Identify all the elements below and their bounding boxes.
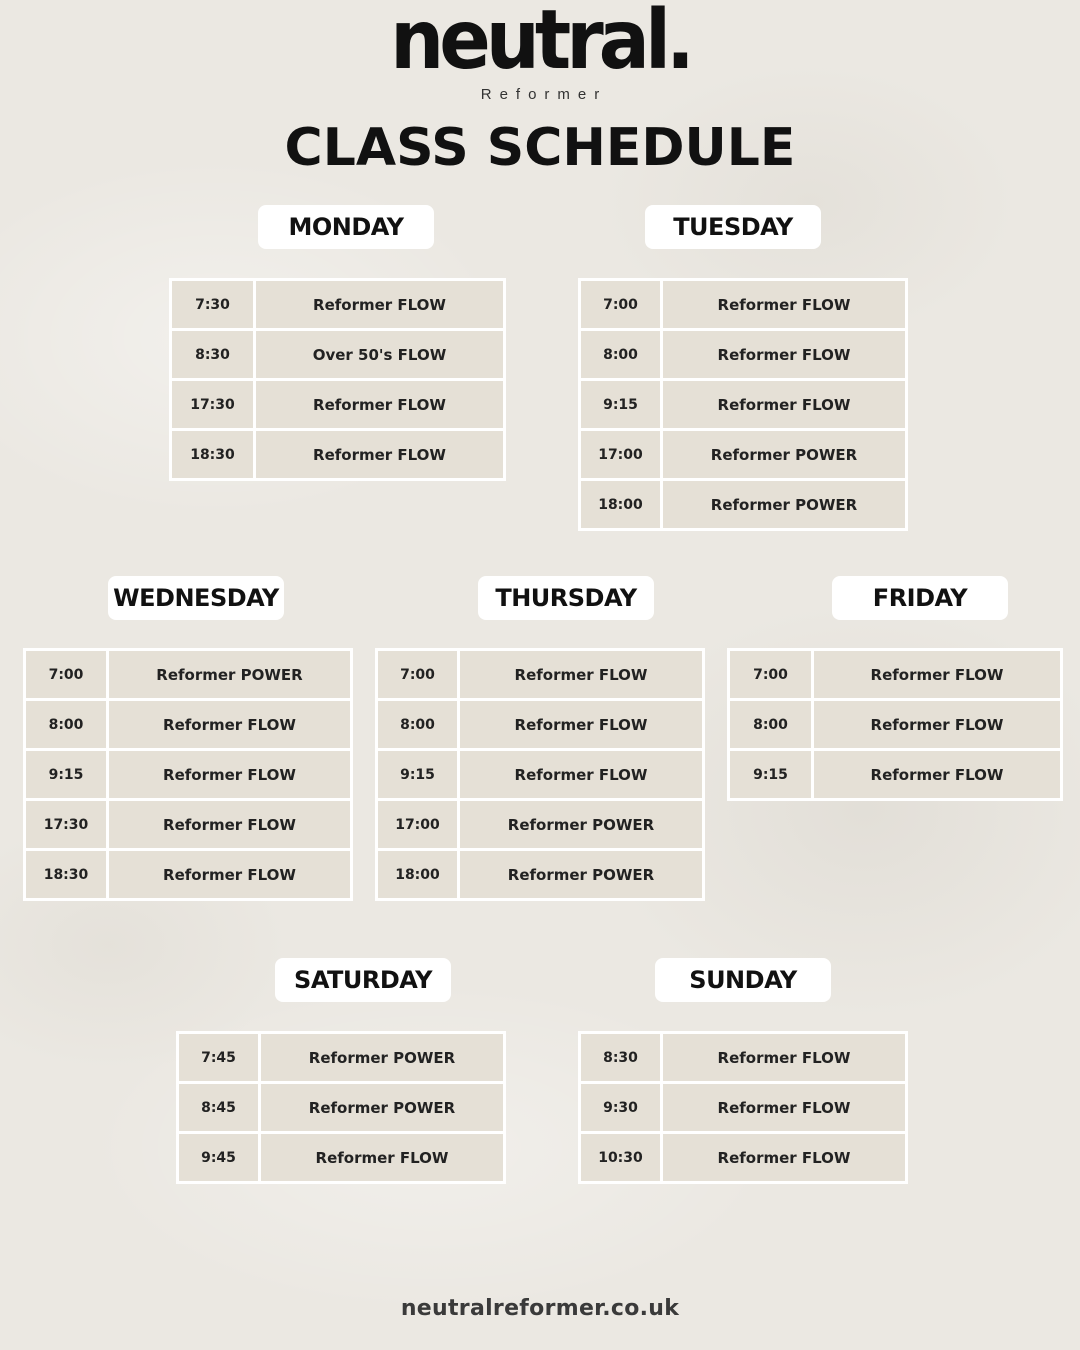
class-name: Reformer POWER — [108, 650, 352, 700]
brand-subtitle: Reformer — [480, 86, 608, 103]
table-row — [377, 750, 704, 800]
table-row — [580, 1133, 907, 1183]
table-row — [580, 1083, 907, 1133]
class-name: Reformer FLOW — [662, 1133, 907, 1183]
class-name: Reformer FLOW — [662, 330, 907, 380]
class-time: 8:00 — [377, 700, 459, 750]
class-name: Reformer FLOW — [662, 1083, 907, 1133]
table-row — [580, 380, 907, 430]
class-time: 8:00 — [580, 330, 662, 380]
class-name: Reformer FLOW — [459, 700, 704, 750]
class-time: 17:30 — [171, 380, 255, 430]
schedule-table-sunday — [578, 1031, 908, 1184]
class-name: Reformer FLOW — [108, 800, 352, 850]
class-time: 8:30 — [171, 330, 255, 380]
class-time: 7:45 — [178, 1033, 260, 1083]
table-row — [580, 330, 907, 380]
class-name: Reformer POWER — [662, 480, 907, 530]
class-time: 8:30 — [580, 1033, 662, 1083]
table-row — [25, 850, 352, 900]
class-time: 17:30 — [25, 800, 108, 850]
class-time: 18:30 — [171, 430, 255, 480]
class-time: 9:15 — [25, 750, 108, 800]
table-row — [729, 650, 1062, 700]
day-heading-tuesday: TUESDAY — [645, 205, 821, 249]
class-name: Reformer FLOW — [813, 700, 1062, 750]
class-name: Reformer FLOW — [255, 280, 505, 330]
table-row — [377, 800, 704, 850]
class-time: 18:00 — [580, 480, 662, 530]
table-row — [580, 430, 907, 480]
class-name: Reformer FLOW — [459, 750, 704, 800]
class-time: 9:15 — [377, 750, 459, 800]
table-row — [178, 1033, 505, 1083]
class-name: Reformer FLOW — [662, 280, 907, 330]
class-time: 18:30 — [25, 850, 108, 900]
table-row — [580, 480, 907, 530]
table-row — [171, 380, 505, 430]
class-time: 9:30 — [580, 1083, 662, 1133]
table-row — [171, 430, 505, 480]
schedule-table-wednesday — [23, 648, 353, 901]
class-time: 7:00 — [377, 650, 459, 700]
table-row — [171, 280, 505, 330]
table-row — [580, 1033, 907, 1083]
table-row — [25, 800, 352, 850]
day-heading-thursday: THURSDAY — [478, 576, 654, 620]
class-name: Reformer POWER — [260, 1083, 505, 1133]
class-name: Reformer FLOW — [813, 750, 1062, 800]
class-name: Reformer FLOW — [662, 380, 907, 430]
day-heading-monday: MONDAY — [258, 205, 434, 249]
class-time: 8:45 — [178, 1083, 260, 1133]
table-row — [377, 700, 704, 750]
schedule-table-saturday — [176, 1031, 506, 1184]
table-row — [729, 750, 1062, 800]
class-time: 17:00 — [580, 430, 662, 480]
table-row — [25, 700, 352, 750]
class-time: 18:00 — [377, 850, 459, 900]
class-name: Reformer FLOW — [260, 1133, 505, 1183]
brand-name: neutral. — [390, 0, 690, 88]
table-row — [580, 280, 907, 330]
day-heading-saturday: SATURDAY — [275, 958, 451, 1002]
class-time: 9:15 — [729, 750, 813, 800]
class-time: 17:00 — [377, 800, 459, 850]
class-name: Reformer FLOW — [459, 650, 704, 700]
class-time: 7:30 — [171, 280, 255, 330]
table-row — [729, 700, 1062, 750]
class-name: Reformer POWER — [459, 850, 704, 900]
table-row — [377, 850, 704, 900]
class-name: Reformer FLOW — [255, 380, 505, 430]
class-name: Over 50's FLOW — [255, 330, 505, 380]
day-heading-wednesday: WEDNESDAY — [108, 576, 284, 620]
class-time: 8:00 — [25, 700, 108, 750]
class-time: 7:00 — [25, 650, 108, 700]
class-time: 9:45 — [178, 1133, 260, 1183]
class-name: Reformer FLOW — [813, 650, 1062, 700]
class-time: 7:00 — [729, 650, 813, 700]
class-name: Reformer POWER — [459, 800, 704, 850]
table-row — [171, 330, 505, 380]
class-name: Reformer POWER — [662, 430, 907, 480]
class-time: 10:30 — [580, 1133, 662, 1183]
class-time: 7:00 — [580, 280, 662, 330]
class-name: Reformer POWER — [260, 1033, 505, 1083]
class-time: 8:00 — [729, 700, 813, 750]
class-name: Reformer FLOW — [108, 700, 352, 750]
table-row — [25, 650, 352, 700]
schedule-table-tuesday — [578, 278, 908, 531]
schedule-table-thursday — [375, 648, 705, 901]
class-name: Reformer FLOW — [108, 850, 352, 900]
class-name: Reformer FLOW — [255, 430, 505, 480]
class-name: Reformer FLOW — [108, 750, 352, 800]
schedule-table-monday — [169, 278, 506, 481]
page-title: CLASS SCHEDULE — [284, 118, 796, 178]
table-row — [25, 750, 352, 800]
table-row — [178, 1083, 505, 1133]
table-row — [178, 1133, 505, 1183]
day-heading-sunday: SUNDAY — [655, 958, 831, 1002]
class-time: 9:15 — [580, 380, 662, 430]
class-name: Reformer FLOW — [662, 1033, 907, 1083]
day-heading-friday: FRIDAY — [832, 576, 1008, 620]
table-row — [377, 650, 704, 700]
website-url[interactable]: neutralreformer.co.uk — [400, 1296, 680, 1321]
schedule-table-friday — [727, 648, 1063, 801]
